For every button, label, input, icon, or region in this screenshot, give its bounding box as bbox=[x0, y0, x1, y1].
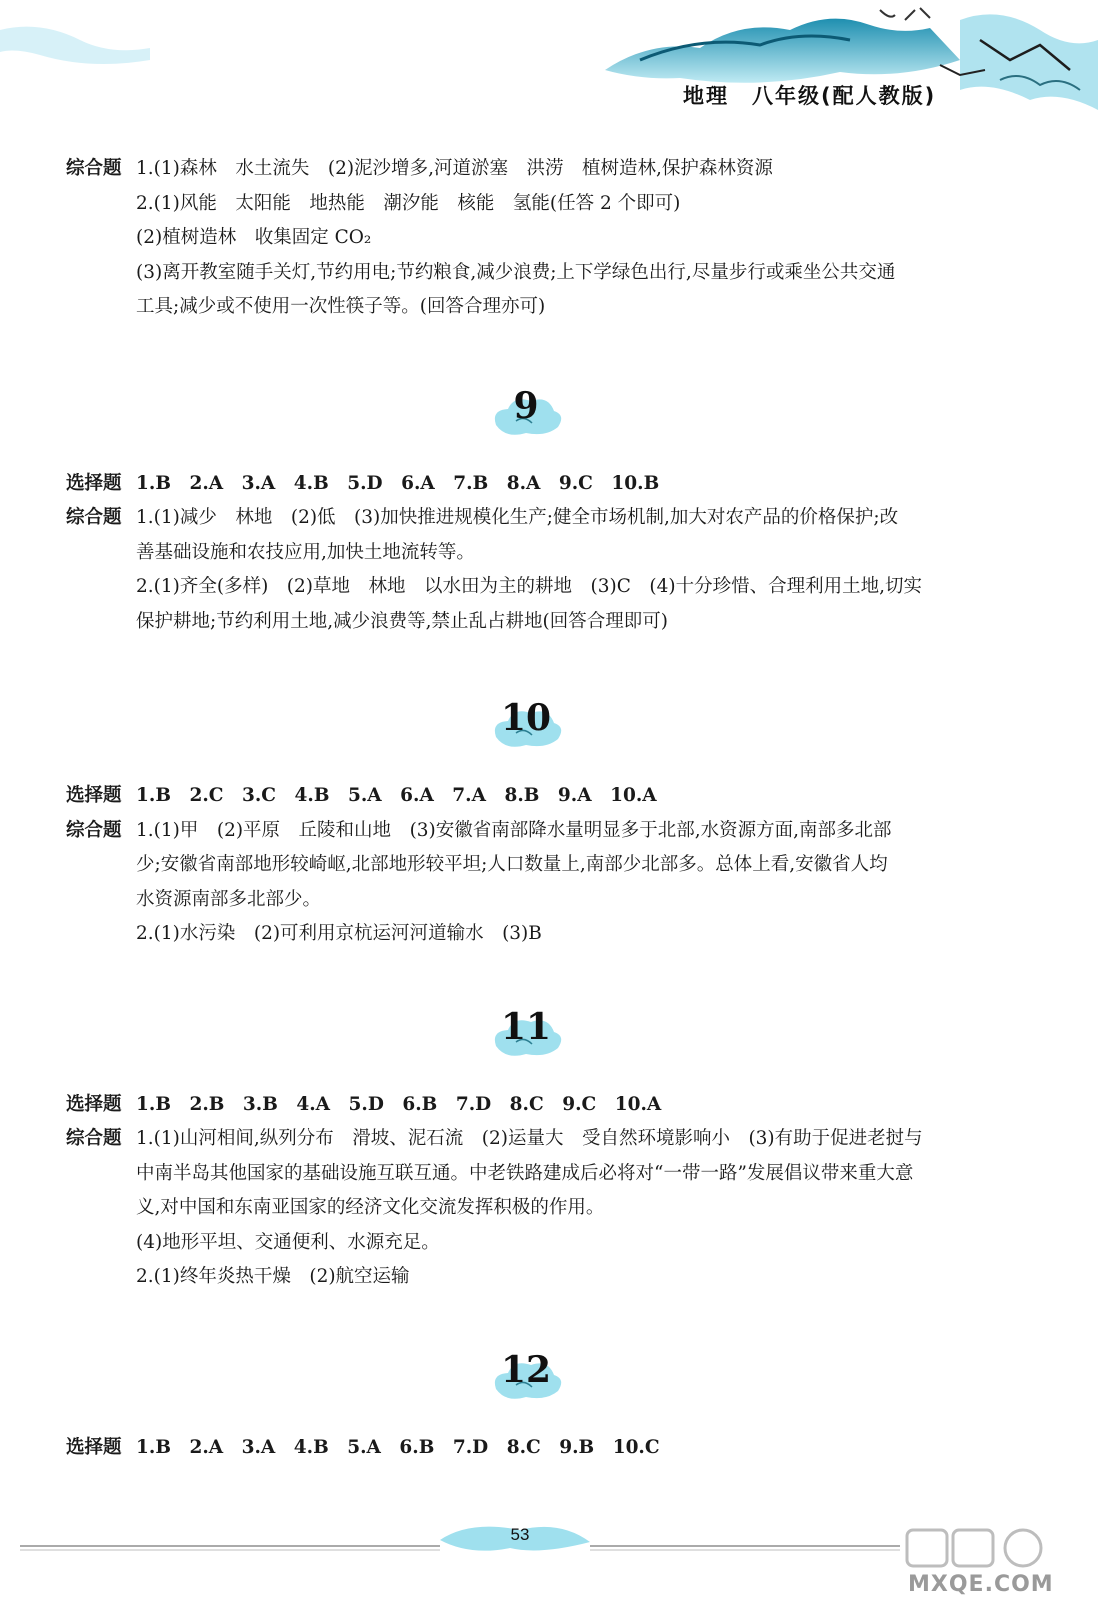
unit-number: 9 bbox=[513, 384, 539, 427]
answer-line bbox=[66, 814, 1011, 849]
section-top bbox=[66, 152, 1011, 325]
answer-text: 2.(1)齐全(多样) (2)草地 林地 以水田为主的耕地 (3)C (4)十分珍惜、合理利用土地,切实 bbox=[136, 576, 922, 597]
unit-number: 11 bbox=[500, 1005, 552, 1048]
answer-text: 1.(1)森林 水土流失 (2)泥沙增多,河道淤塞 洪涝 植树造林,保护森林资源 bbox=[136, 158, 773, 179]
unit-section bbox=[66, 779, 1011, 952]
answer-text: 2.(1)风能 太阳能 地热能 潮汐能 核能 氢能(任答 2 个即可) bbox=[136, 192, 681, 214]
answer-line bbox=[66, 1260, 1011, 1295]
answer-line bbox=[66, 605, 1011, 640]
answer-line bbox=[66, 917, 1011, 952]
unit-heading bbox=[66, 679, 1011, 779]
answer-line bbox=[66, 883, 1011, 918]
answer-text: 工具;减少或不使用一次性筷子等。(回答合理亦可) bbox=[136, 296, 546, 317]
header-landscape-art bbox=[0, 0, 1098, 130]
answer-line bbox=[66, 570, 1011, 605]
answer-text: 1.B 2.C 3.C 4.B 5.A 6.A 7.A 8.B 9.A 10.A bbox=[136, 785, 657, 806]
answer-text: (4)地形平坦、交通便利、水源充足。 bbox=[136, 1231, 440, 1253]
answer-text: (2)植树造林 收集固定 CO₂ bbox=[136, 227, 372, 248]
answer-line bbox=[66, 221, 1011, 256]
answer-content bbox=[66, 152, 1011, 1465]
unit-number: 12 bbox=[500, 1348, 552, 1391]
answer-line bbox=[66, 848, 1011, 883]
answer-line bbox=[66, 536, 1011, 571]
answer-line bbox=[66, 1088, 1011, 1123]
answer-text: 1.(1)减少 林地 (2)低 (3)加快推进规模化生产;健全市场机制,加大对农产品的价格保护;改 bbox=[136, 507, 899, 528]
answer-line bbox=[66, 1122, 1011, 1157]
answer-line bbox=[66, 779, 1011, 814]
question-type-label: 综合题 bbox=[66, 819, 122, 841]
answer-text: 1.B 2.A 3.A 4.B 5.A 6.B 7.D 8.C 9.B 10.C bbox=[136, 1436, 660, 1458]
question-type-label: 综合题 bbox=[66, 507, 122, 528]
question-type-label: 选择题 bbox=[66, 472, 122, 494]
answer-text: 少;安徽省南部地形较崎岖,北部地形较平坦;人口数量上,南部少北部多。总体上看,安徽省人均 bbox=[136, 854, 888, 875]
question-type-label: 综合题 bbox=[66, 1128, 122, 1149]
question-type-label: 选择题 bbox=[66, 785, 122, 806]
unit-section bbox=[66, 467, 1011, 640]
question-type-label: 选择题 bbox=[66, 1436, 122, 1458]
answer-line bbox=[66, 1157, 1011, 1192]
answer-text: 中南半岛其他国家的基础设施互联互通。中老铁路建成后必将对“一带一路”发展倡议带来重大意 bbox=[136, 1162, 914, 1184]
answer-text: 善基础设施和农技应用,加快土地流转等。 bbox=[136, 541, 475, 563]
answer-line bbox=[66, 290, 1011, 325]
answer-text: 1.(1)山河相间,纵列分布 滑坡、泥石流 (2)运量大 受自然环境影响小 (3)有助于促进老挝与 bbox=[136, 1128, 923, 1149]
answer-text: 保护耕地;节约利用土地,减少浪费等,禁止乱占耕地(回答合理即可) bbox=[136, 610, 668, 632]
question-type-label: 选择题 bbox=[66, 1093, 122, 1115]
answer-text: 1.(1)甲 (2)平原 丘陵和山地 (3)安徽省南部降水量明显多于北部,水资源方面,南部多北部 bbox=[136, 819, 892, 841]
answer-line bbox=[66, 467, 1011, 502]
answer-text: 义,对中国和东南亚国家的经济文化交流发挥积极的作用。 bbox=[136, 1197, 605, 1218]
page-number: 53 bbox=[510, 1525, 530, 1544]
answer-text: (3)离开教室随手关灯,节约用电;节约粮食,减少浪费;上下学绿色出行,尽量步行或乘坐公共交通 bbox=[136, 261, 896, 283]
unit-number: 10 bbox=[500, 697, 552, 739]
unit-section bbox=[66, 1431, 1011, 1466]
question-type-label: 综合题 bbox=[66, 158, 122, 179]
answer-line bbox=[66, 1191, 1011, 1226]
answer-line bbox=[66, 1226, 1011, 1261]
unit-section bbox=[66, 1088, 1011, 1295]
unit-heading bbox=[66, 1331, 1011, 1431]
answer-text: 2.(1)终年炎热干燥 (2)航空运输 bbox=[136, 1266, 410, 1287]
answer-line bbox=[66, 256, 1011, 291]
watermark-text: MXQE.COM bbox=[908, 1572, 1054, 1597]
unit-heading bbox=[66, 988, 1011, 1088]
answer-line bbox=[66, 187, 1011, 222]
answer-line bbox=[66, 1431, 1011, 1466]
answer-text: 水资源南部多北部少。 bbox=[136, 888, 322, 910]
answer-line bbox=[66, 501, 1011, 536]
answer-text: 2.(1)水污染 (2)可利用京杭运河河道输水 (3)B bbox=[136, 923, 542, 944]
answer-text: 1.B 2.B 3.B 4.A 5.D 6.B 7.D 8.C 9.C 10.A bbox=[136, 1093, 662, 1115]
unit-heading bbox=[66, 367, 1011, 467]
book-title: 地理 八年级(配人教版) bbox=[683, 84, 937, 108]
answer-text: 1.B 2.A 3.A 4.B 5.D 6.A 7.B 8.A 9.C 10.B bbox=[136, 472, 660, 494]
answer-line bbox=[66, 152, 1011, 187]
